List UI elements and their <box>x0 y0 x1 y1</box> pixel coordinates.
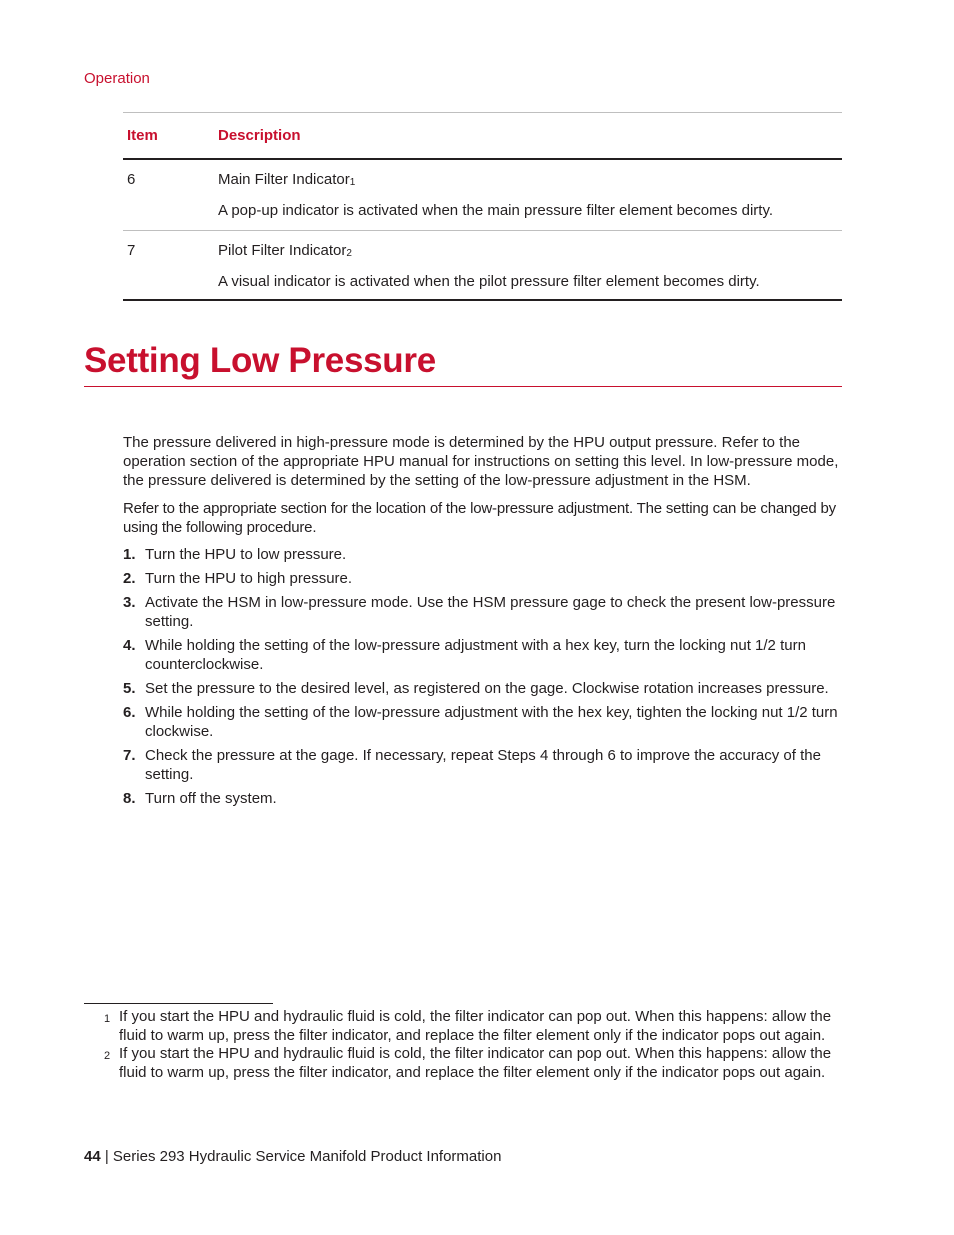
procedure-intro-paragraph <box>123 499 843 537</box>
table-header <box>123 113 842 160</box>
step-number: 8. <box>123 790 136 807</box>
step-text: Turn the HPU to low pressure. <box>145 546 347 563</box>
document-title: Series 293 Hydraulic Service Manifold Product Information <box>112 1148 502 1165</box>
running-header: Operation <box>84 70 150 87</box>
item-description-table <box>123 112 842 301</box>
footnotes <box>84 1008 842 1082</box>
heading-rule <box>84 386 842 387</box>
row-title-line <box>218 170 842 191</box>
step-number: 2. <box>123 570 136 587</box>
row-item-number: 7 <box>127 242 136 259</box>
step-text: Check the pressure at the gage. If necessary, repeat Steps 4 through 6 to improve the accuracy of the setting. <box>145 747 821 783</box>
footnote-text: If you start the HPU and hydraulic fluid is cold, the filter indicator can pop out. When this happens: allow the fluid to warm up, press the filter indicator, and replace the filter element only if the indicator pops out again. <box>119 1045 832 1081</box>
intro-paragraph <box>123 433 843 490</box>
list-item <box>123 569 843 588</box>
section-heading: Setting Low Pressure <box>84 341 436 380</box>
step-number: 6. <box>123 704 136 721</box>
footnote-ref[interactable]: 1 <box>349 177 356 188</box>
row-title: Pilot Filter Indicator <box>218 242 347 259</box>
column-header-item: Item <box>127 127 158 144</box>
step-text: Set the pressure to the desired level, as registered on the gage. Clockwise rotation increases pressure. <box>145 680 829 697</box>
list-item <box>123 636 843 674</box>
step-text: Turn the HPU to high pressure. <box>145 570 353 587</box>
procedure-steps <box>123 545 843 813</box>
column-header-description: Description <box>218 127 301 144</box>
footnote <box>84 1045 842 1082</box>
step-text: While holding the setting of the low-pressure adjustment with a hex key, turn the locking nut 1/2 turn counterclockwise. <box>145 637 806 673</box>
table-row <box>123 231 842 301</box>
list-item <box>123 746 843 784</box>
row-text: A visual indicator is activated when the pilot pressure filter element becomes dirty. <box>218 273 760 290</box>
step-text: Activate the HSM in low-pressure mode. Use the HSM pressure gage to check the present low-pressure setting. <box>145 594 836 630</box>
step-number: 7. <box>123 747 136 764</box>
paragraph-text: The pressure delivered in high-pressure mode is determined by the HPU output pressure. Refer to the operation section of the appropriate HPU manual for instructions on setting this level. In low-pressure mode, the pressure delivered is determined by the setting of the low-pressure adjustment in the HSM. <box>123 434 839 489</box>
footnote-mark: 2 <box>104 1050 111 1062</box>
step-number: 1. <box>123 546 136 563</box>
page-number: 44 <box>84 1148 101 1165</box>
paragraph-text: Refer to the appropriate section for the location of the low-pressure adjustment. The setting can be changed by using the following procedure. <box>123 500 836 536</box>
footnote-text: If you start the HPU and hydraulic fluid is cold, the filter indicator can pop out. When this happens: allow the fluid to warm up, press the filter indicator, and replace the filter element only if the indicator pops out again. <box>119 1008 832 1044</box>
list-item <box>123 545 843 564</box>
footnote <box>84 1008 842 1045</box>
footer-separator: | <box>100 1148 113 1165</box>
step-text: While holding the setting of the low-pressure adjustment with the hex key, tighten the locking nut 1/2 turn clockwise. <box>145 704 838 740</box>
table-row <box>123 160 842 231</box>
list-item <box>123 703 843 741</box>
row-title: Main Filter Indicator <box>218 171 350 188</box>
step-number: 4. <box>123 637 136 654</box>
footnote-separator <box>84 1003 273 1004</box>
footnote-ref[interactable]: 2 <box>346 248 352 259</box>
page-footer <box>84 1148 501 1165</box>
step-number: 5. <box>123 680 136 697</box>
footnote-mark: 1 <box>104 1013 111 1025</box>
row-item-number: 6 <box>127 171 136 188</box>
list-item <box>123 679 843 698</box>
row-description <box>218 241 842 299</box>
step-text: Turn off the system. <box>145 790 277 807</box>
row-description <box>218 170 842 230</box>
list-item <box>123 789 843 808</box>
step-number: 3. <box>123 594 136 611</box>
list-item <box>123 593 843 631</box>
row-text: A pop-up indicator is activated when the main pressure filter element becomes dirty. <box>218 202 773 219</box>
row-title-line <box>218 241 842 262</box>
